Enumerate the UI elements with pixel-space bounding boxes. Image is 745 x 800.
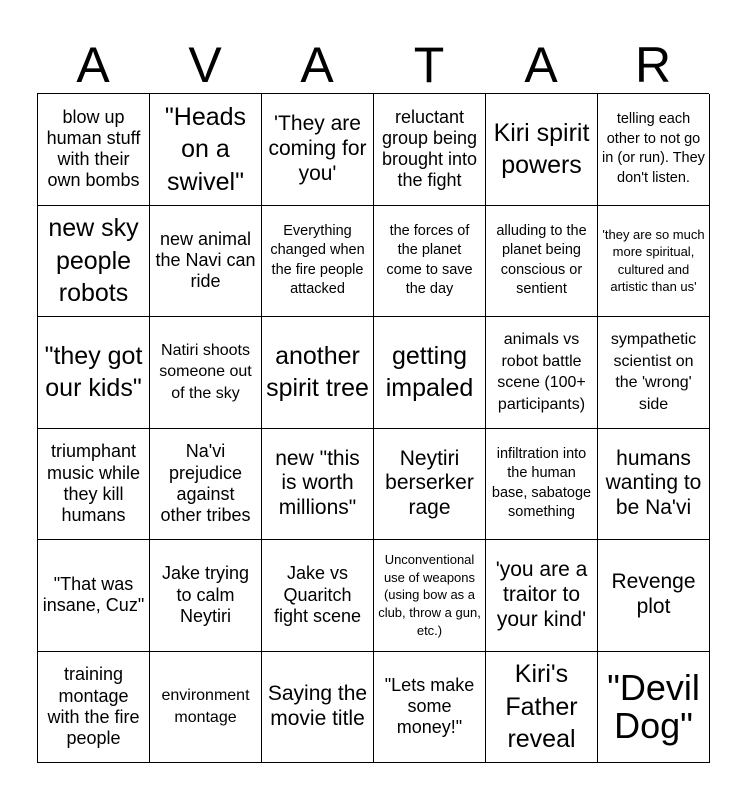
- bingo-title: [37, 36, 709, 94]
- cell-text: new sky people robots: [48, 214, 139, 307]
- bingo-cell[interactable]: [486, 94, 598, 206]
- bingo-cell[interactable]: [486, 540, 598, 652]
- bingo-cell[interactable]: [486, 206, 598, 318]
- cell-text: telling each other to not go in (or run). They don't listen.: [602, 111, 705, 186]
- cell-text: Kiri's Father reveal: [505, 660, 578, 753]
- cell-text: the forces of the planet come to save the day: [386, 222, 473, 298]
- bingo-cell[interactable]: [38, 652, 150, 764]
- cell-text: infiltration into the human base, sabatoge something: [491, 445, 592, 521]
- cell-text: blow up human stuff with their own bombs: [46, 106, 141, 191]
- cell-text: animals vs robot battle scene (100+ participants): [497, 331, 586, 413]
- cell-text: 'they are so much more spiritual, cultured and artistic than us': [602, 226, 705, 295]
- cell-text: another spirit tree: [266, 341, 369, 403]
- bingo-cell[interactable]: [150, 540, 262, 652]
- cell-text: new animal the Navi can ride: [155, 228, 256, 292]
- title-letter: T: [413, 37, 445, 93]
- title-letter: A: [76, 37, 110, 93]
- bingo-cell[interactable]: [374, 652, 486, 764]
- cell-text: training montage with the fire people: [47, 664, 140, 748]
- cell-text: triumphant music while they kill humans: [46, 441, 141, 525]
- bingo-cell[interactable]: [262, 317, 374, 429]
- cell-text: Neytiri berserker rage: [385, 446, 474, 520]
- cell-text: reluctant group being brought into the fight: [381, 106, 478, 191]
- cell-text: 'They are coming for you': [268, 112, 367, 185]
- cell-text: "That was insane, Cuz": [42, 574, 145, 616]
- bingo-cell[interactable]: [374, 206, 486, 318]
- bingo-cell[interactable]: [598, 94, 710, 206]
- bingo-cell[interactable]: [598, 429, 710, 541]
- title-letter: A: [300, 37, 334, 93]
- bingo-cell[interactable]: [486, 317, 598, 429]
- cell-text: Saying the movie title: [267, 681, 368, 730]
- cell-text: Jake trying to calm Neytiri: [161, 563, 250, 626]
- bingo-cell[interactable]: [262, 429, 374, 541]
- bingo-cell[interactable]: [262, 94, 374, 206]
- bingo-cell[interactable]: [598, 652, 710, 764]
- cell-text: "Lets make some money!": [384, 674, 475, 738]
- bingo-cell[interactable]: [262, 540, 374, 652]
- cell-text: Jake vs Quaritch fight scene: [273, 563, 362, 626]
- bingo-cell[interactable]: [150, 206, 262, 318]
- bingo-cell[interactable]: [38, 540, 150, 652]
- bingo-cell[interactable]: [598, 540, 710, 652]
- cell-text: Kiri spirit powers: [493, 118, 590, 180]
- title-letter: R: [634, 37, 672, 93]
- title-letter: V: [188, 37, 222, 93]
- bingo-board: [37, 93, 709, 763]
- cell-text: getting impaled: [385, 341, 474, 403]
- bingo-cell[interactable]: [262, 652, 374, 764]
- bingo-cell[interactable]: [150, 429, 262, 541]
- bingo-cell[interactable]: [150, 652, 262, 764]
- cell-text: humans wanting to be Na'vi: [605, 446, 702, 520]
- bingo-cell[interactable]: [374, 317, 486, 429]
- bingo-cell[interactable]: [486, 652, 598, 764]
- bingo-cell[interactable]: [374, 540, 486, 652]
- bingo-cell[interactable]: [486, 429, 598, 541]
- bingo-cell[interactable]: [598, 206, 710, 318]
- title-letter: A: [524, 37, 558, 93]
- cell-text: "they got our kids": [44, 341, 143, 403]
- bingo-cell[interactable]: [38, 94, 150, 206]
- cell-text: alluding to the planet being conscious or sentient: [496, 222, 587, 298]
- cell-text: Natiri shoots someone out of the sky: [159, 341, 252, 403]
- cell-text: Unconventional use of weapons (using bow as a club, throw a gun, etc.): [378, 552, 481, 638]
- cell-text: "Devil Dog": [607, 666, 700, 746]
- bingo-cell[interactable]: [150, 94, 262, 206]
- cell-text: sympathetic scientist on the 'wrong' side: [610, 331, 697, 413]
- cell-text: Na'vi prejudice against other tribes: [160, 441, 251, 525]
- bingo-cell[interactable]: [374, 429, 486, 541]
- cell-text: 'you are a traitor to your kind': [495, 558, 588, 631]
- cell-text: Everything changed when the fire people attacked: [270, 222, 365, 298]
- bingo-cell[interactable]: [38, 317, 150, 429]
- bingo-cell[interactable]: [374, 94, 486, 206]
- cell-text: environment montage: [161, 687, 250, 726]
- bingo-cell[interactable]: [262, 206, 374, 318]
- bingo-cell[interactable]: [38, 429, 150, 541]
- bingo-cell[interactable]: [38, 206, 150, 318]
- cell-text: "Heads on a swivel": [164, 102, 247, 196]
- bingo-cell[interactable]: [598, 317, 710, 429]
- cell-text: Revenge plot: [611, 570, 696, 619]
- cell-text: new "this is worth millions": [275, 446, 360, 520]
- bingo-cell[interactable]: [150, 317, 262, 429]
